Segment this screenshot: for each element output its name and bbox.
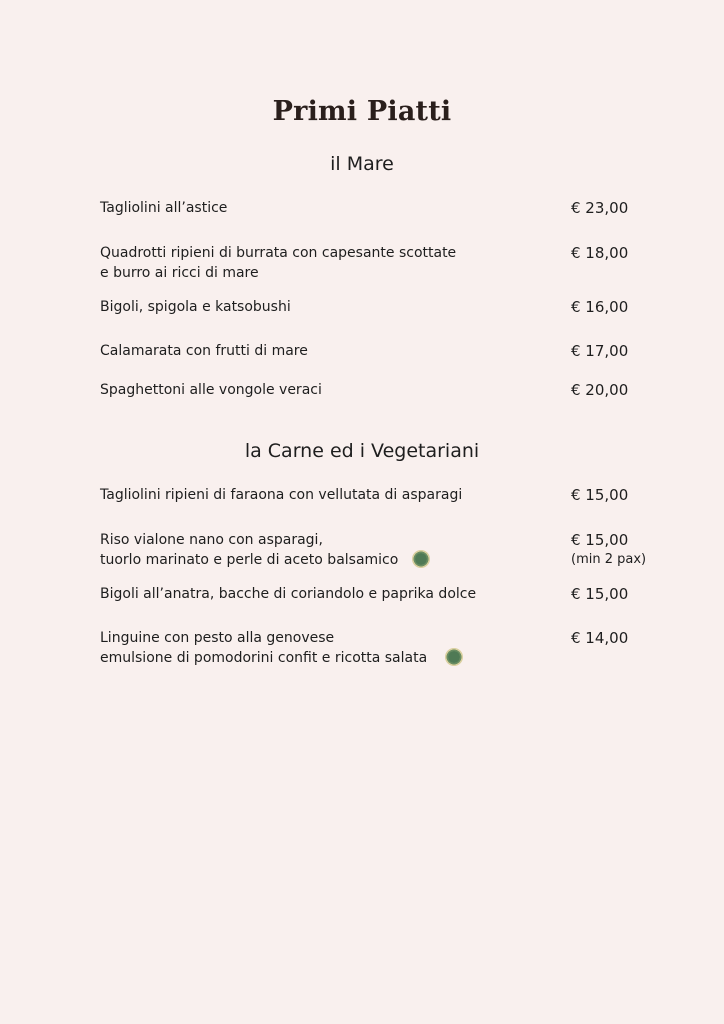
item-line: Calamarata con frutti di mare (100, 343, 308, 359)
price-note: (min 2 pax) (571, 552, 647, 567)
page-title: Primi Piatti (272, 96, 452, 127)
item-line: Quadrotti ripieni di burrata con capesante scottate (100, 245, 457, 261)
item-line: Spaghettoni alle vongole veraci (100, 382, 322, 398)
item-price: € 16,00 (571, 298, 629, 316)
menu-item (100, 485, 570, 505)
item-price: € 14,00 (571, 629, 629, 647)
item-price: € 15,00 (571, 531, 629, 549)
menu-item (100, 530, 570, 570)
item-line-with-icon (100, 648, 570, 668)
menu-item (100, 584, 570, 604)
item-line: Bigoli, spigola e katsobushi (100, 299, 291, 315)
menu-item (100, 341, 570, 361)
item-line: Tagliolini all’astice (100, 200, 228, 216)
menu-item (100, 297, 570, 317)
item-price-block (571, 530, 711, 570)
item-price: € 15,00 (571, 585, 629, 603)
item-line: Bigoli all’anatra, bacche di coriandolo e paprika dolce (100, 586, 477, 602)
menu-item (100, 380, 570, 400)
menu-item (100, 198, 570, 218)
item-price: € 20,00 (571, 381, 629, 399)
item-line: Tagliolini ripieni di faraona con vellutata di asparagi (100, 487, 463, 503)
item-price: € 15,00 (571, 486, 629, 504)
item-price: € 17,00 (571, 342, 629, 360)
item-price: € 23,00 (571, 199, 629, 217)
item-line: Linguine con pesto alla genovese (100, 630, 335, 646)
menu-item (100, 243, 570, 283)
item-line: e burro ai ricci di mare (100, 265, 259, 281)
item-price: € 18,00 (571, 244, 629, 262)
vegetarian-badge-icon (445, 648, 463, 666)
section-heading-carne-vegetariani: la Carne ed i Vegetariani (244, 440, 480, 462)
section-heading-mare: il Mare (330, 153, 394, 175)
item-line: tuorlo marinato e perle di aceto balsamico (100, 552, 399, 568)
item-line: Riso vialone nano con asparagi, (100, 532, 323, 548)
item-line: emulsione di pomodorini confit e ricotta salata (100, 650, 428, 666)
menu-item (100, 628, 570, 668)
item-line-with-icon (100, 550, 570, 570)
vegetarian-badge-icon (412, 550, 430, 568)
